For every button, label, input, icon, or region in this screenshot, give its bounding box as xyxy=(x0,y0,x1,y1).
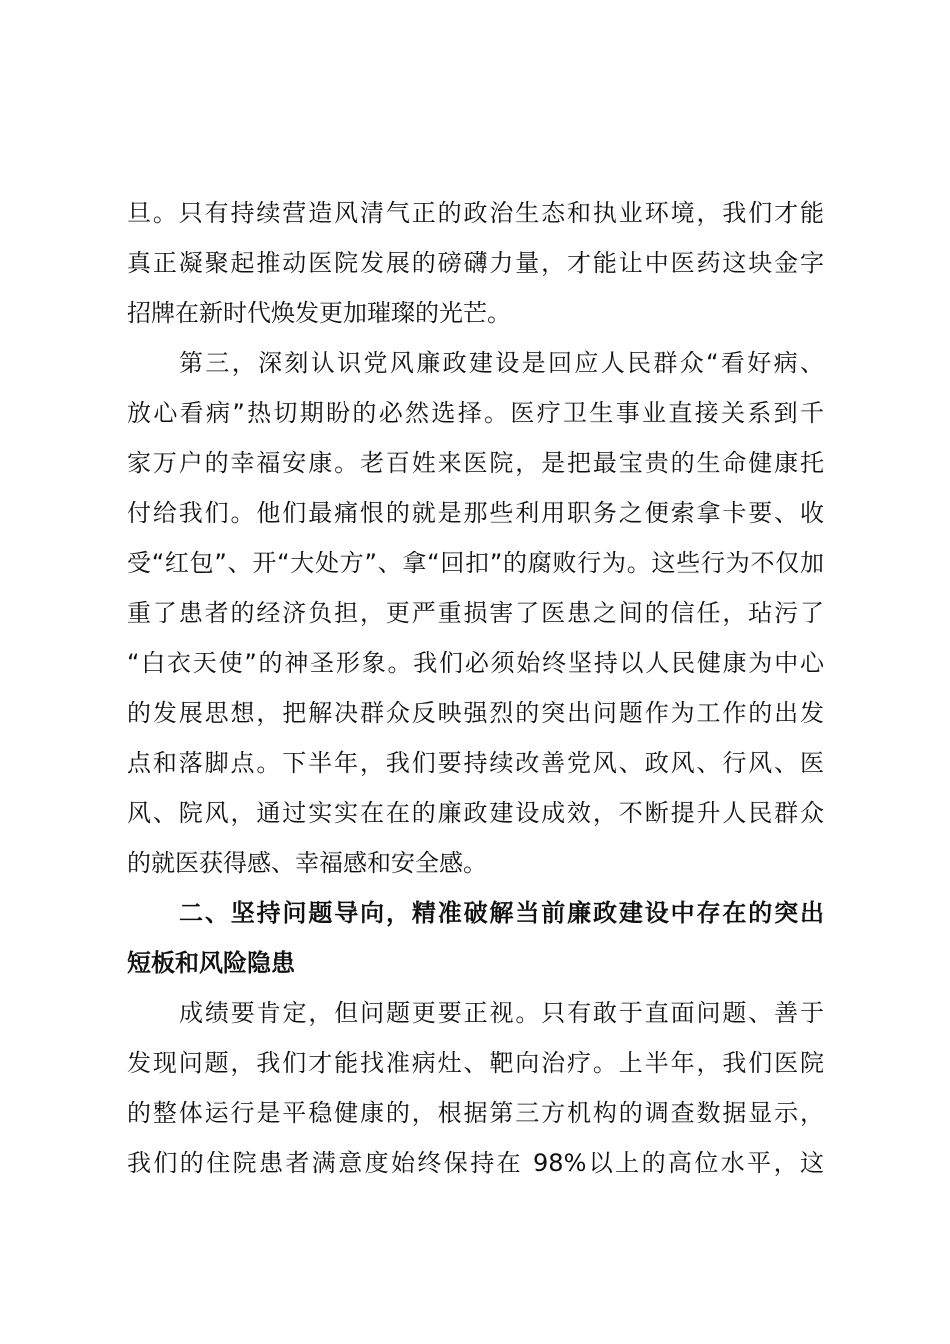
paragraph-line: 发现问题，我们才能找准病灶、靶向治疗。上半年，我们医院 xyxy=(127,1049,824,1077)
paragraph-line: 付给我们。他们最痛恨的就是那些利用职务之便索拿卡要、收 xyxy=(127,499,824,527)
paragraph-line: 放心看病”热切期盼的必然选择。医疗卫生事业直接关系到千 xyxy=(127,399,824,427)
paragraph-line: 真正凝聚起推动医院发展的磅礴力量，才能让中医药这块金字 xyxy=(127,249,824,277)
paragraph-line: 招牌在新时代焕发更加璀璨的光芒。 xyxy=(127,299,511,327)
paragraph-line: 的整体运行是平稳健康的，根据第三方机构的调查数据显示， xyxy=(127,1099,824,1127)
paragraph-line: 的发展思想，把解决群众反映强烈的突出问题作为工作的出发 xyxy=(127,699,824,727)
paragraph-line: 风、院风，通过实实在在的廉政建设成效，不断提升人民群众 xyxy=(127,799,824,827)
paragraph-line: 我们的住院患者满意度始终保持在 98%以上的高位水平，这 xyxy=(127,1149,824,1177)
paragraph-line: 点和落脚点。下半年，我们要持续改善党风、政风、行风、医 xyxy=(127,749,824,777)
section-heading-line: 短板和风险隐患 xyxy=(127,949,295,977)
paragraph-line: 的就医获得感、幸福感和安全感。 xyxy=(127,849,487,877)
paragraph-line: 第三，深刻认识党风廉政建设是回应人民群众“看好病、 xyxy=(179,349,824,377)
paragraph-line: “白衣天使”的神圣形象。我们必须始终坚持以人民健康为中心 xyxy=(127,649,824,677)
paragraph-line: 家万户的幸福安康。老百姓来医院，是把最宝贵的生命健康托 xyxy=(127,449,824,477)
paragraph-line: 重了患者的经济负担，更严重损害了医患之间的信任，玷污了 xyxy=(127,599,824,627)
paragraph-line: 旦。只有持续营造风清气正的政治生态和执业环境，我们才能 xyxy=(127,199,824,227)
section-heading-line: 二、坚持问题导向，精准破解当前廉政建设中存在的突出 xyxy=(179,899,824,927)
paragraph-line: 受“红包”、开“大处方”、拿“回扣”的腐败行为。这些行为不仅加 xyxy=(127,549,824,577)
paragraph-line: 成绩要肯定，但问题更要正视。只有敢于直面问题、善于 xyxy=(179,999,824,1027)
